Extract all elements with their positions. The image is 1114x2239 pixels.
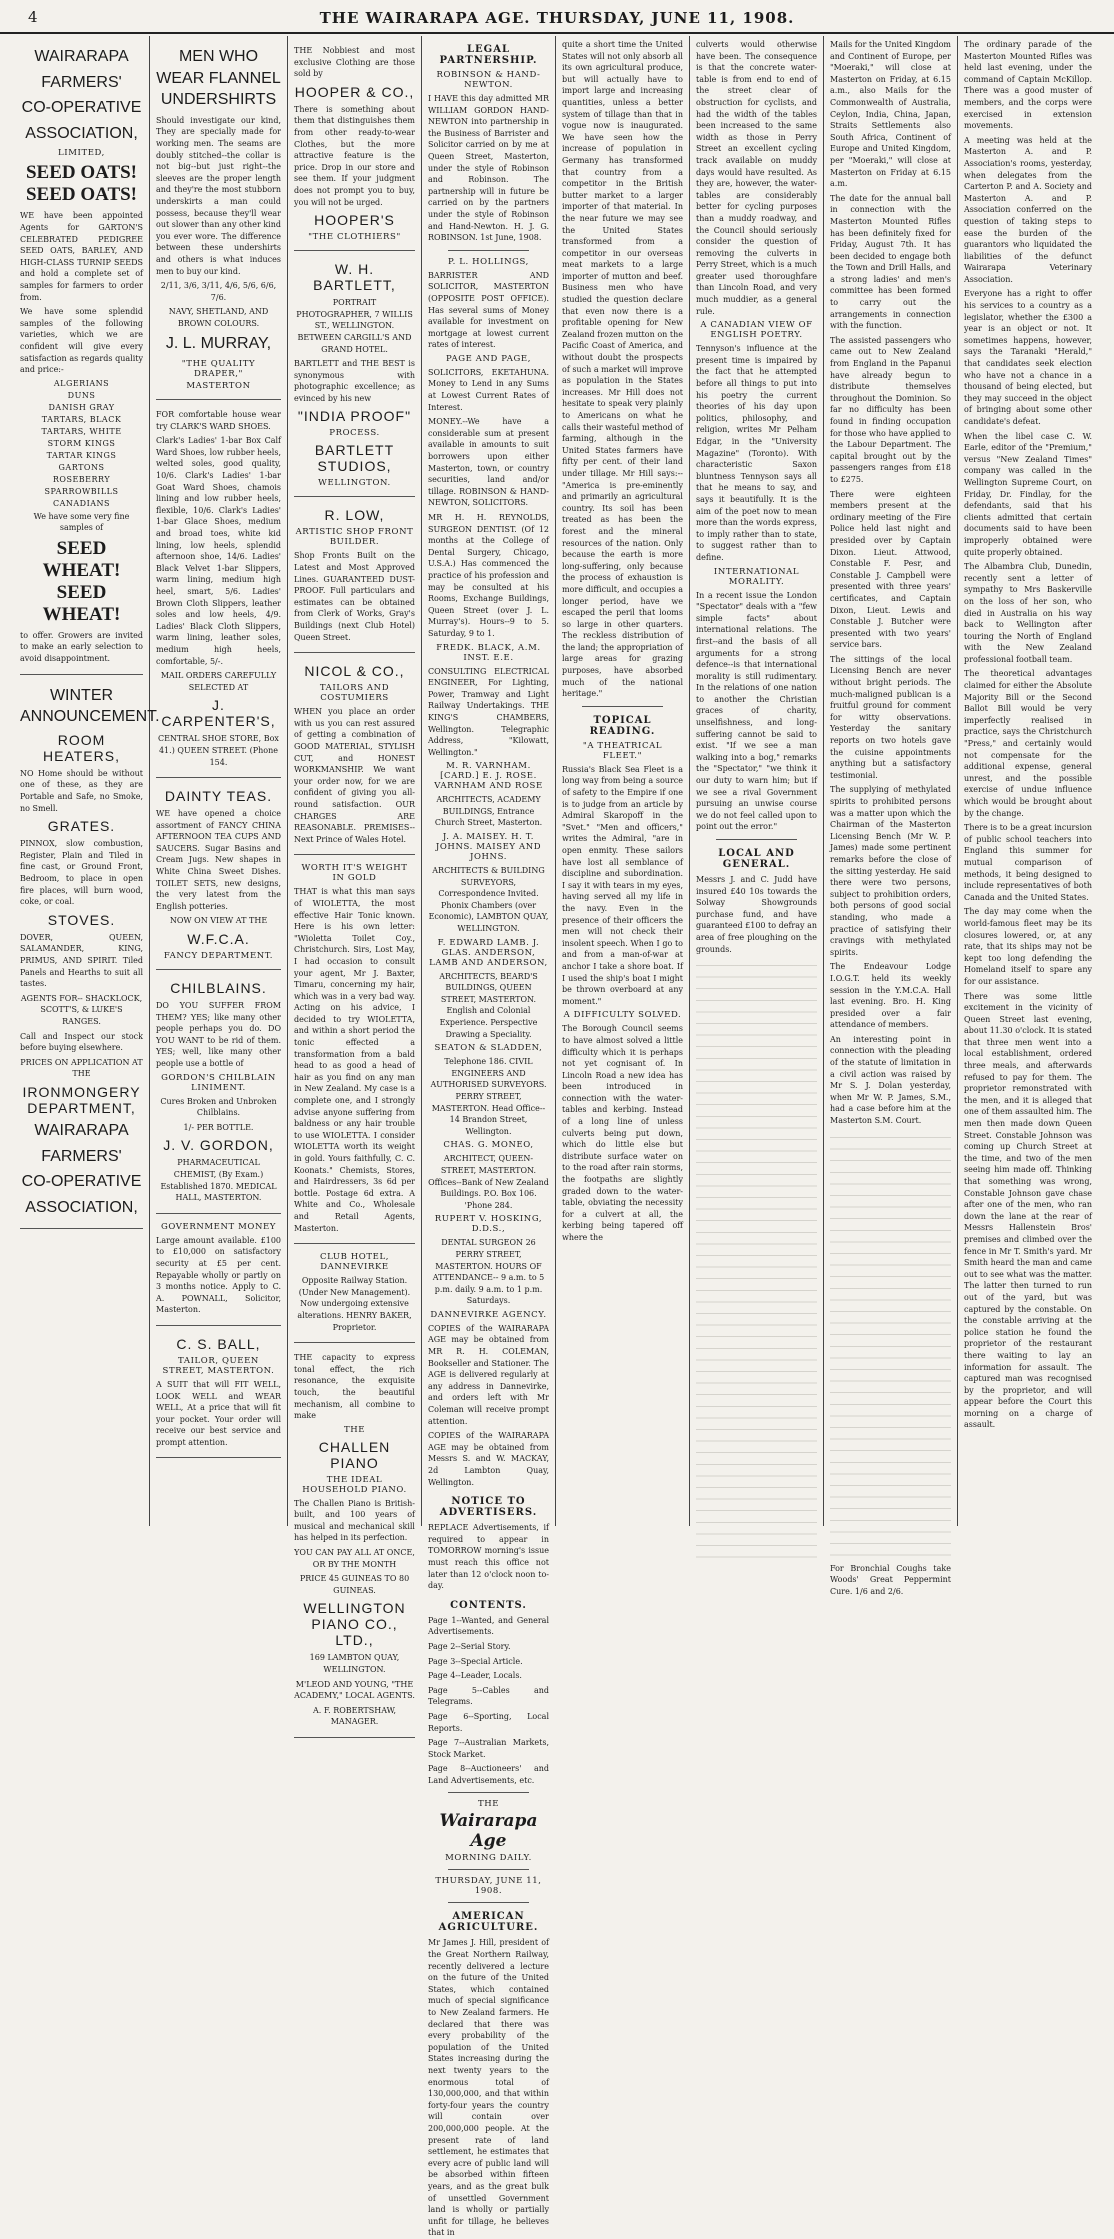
column-4 [422,36,556,2238]
bartlett-heading: W. H. BARTLETT, [313,261,396,294]
contents-item: Page 5--Cables and Telegrams. [428,1685,549,1707]
winter-heading: WINTER ANNOUNCEMENT. [20,686,160,726]
maisey-heading: J. A. MAISEY. H. T. JOHNS. MAISEY AND JOHNS. [435,832,542,863]
varnham-text: ARCHITECTS, ACADEMY BUILDINGS, Entrance Church Street, Masterton. [434,795,543,828]
challen-heading: CHALLEN PIANO [318,1438,391,1471]
robertshaw: A. F. ROBERTSHAW, MANAGER. [312,1705,397,1727]
quality-draper: "THE QUALITY DRAPER," [181,359,256,380]
ward-shoes-text: Clark's Ladies' 1-bar Box Calf Ward Shoes, low rubber heels, welted soles, good quality, 10/6. Clark's Ladies' 1-bar Goat Ward Shoes, chamois lining and low rubber heels, flexible, 10/6. Clark's Ladies' 1-bar Glace Shoes, medium and broad toes, white kid lining, low heels, splendid afternoon shoe, 14/6. Ladies' Black Velvet 1-bar Slippers, warm lining, medium high heel, smart, 5/6. Ladies' Brown Cloth Slippers, leather soles and low heels, 4/9. Ladies' Black Cloth Slippers, warm lining, leather soles, medium high heels, comfortable, 5/-. [156,436,281,666]
variety: GARTONS [58,462,105,472]
challen-ad [294,1343,415,1738]
news-text-block [830,1130,951,1560]
teachers-text: There is to be a great incursion of public school teachers into England this summer for mutual comparison of methods, it being designed to include representatives of both Canada and the United States. [964,823,1092,902]
licensing-text: The sittings of the local Licensing Bench are never without bright periods. The much-maligned publican is a fruitful ground for comment for witty observations. Yesterday the sanitary reports on two hotels gave the cuisine appointments anything but a satisfactory testimonial. [830,654,951,780]
column-6 [690,36,824,1526]
page-number: 4 [28,8,38,26]
carpenter-ad [156,400,281,778]
assoc-line-2: FARMERS' [41,73,122,91]
contents-item: Page 1--Wanted, and General Advertisements. [428,1615,549,1637]
room-text: NO Home should be without one of these, as they are Portable and Safe, no Smoke, no Smell. [20,768,143,813]
flannel-ad [156,36,281,400]
variety: CANADIANS [52,498,110,508]
morning-daily: MORNING DAILY. [445,1853,532,1864]
pay-text: YOU CAN PAY ALL AT ONCE, OR BY THE MONTH [294,1548,415,1569]
assoc-line-4: ASSOCIATION, [25,124,138,142]
jv-gordon-heading: J. V. GORDON, [163,1137,274,1154]
canadian-text: Tennyson's influence at the present time is impaired by the fact that he attempted before all things to put into his poetry the current theories of his day upon politics, philosophy, and religion, writes Mr Pelham Edgar, in the "University Magazine" (Toronto). With characteristic Saxon bluntness Tennyson says all that he means to say, and says it beautifully. It is the aim of the poet now to mean more than the words express, to imply rather than to state, to suggest rather than to define. [696,344,817,562]
chilblains-heading: CHILBLAINS. [170,980,267,997]
grates-heading: GRATES. [47,818,116,835]
chilblains-ad [156,970,281,1214]
nicol-text: WHEN you place an order with us you can rest assured of getting a combination of GOOD MATERIAL, STYLISH CUT, and HONEST WORKMANSHIP. We want your order now, for we are confident of giving you all-round satisfaction. OUR CHARGES ARE REASONABLE. PREMISES--Next Prince of Wales Hotel. [294,707,415,844]
contents-item: Page 2--Serial Story. [428,1641,511,1651]
prices-text: PRICES ON APPLICATION AT THE [20,1057,143,1079]
masthead [0,0,1114,34]
assoc2-line-4: ASSOCIATION, [25,1198,138,1216]
variety: ROSEBERRY [52,474,111,484]
assoc-line-1: WAIRARAPA [34,48,129,65]
lambton: 169 LAMBTON QUAY, WELLINGTON. [309,1653,400,1675]
ballot-text: The theoretical advantages claimed for either the Absolute Majority Bill or the Second Ballot Bill would be very imperfectly realised in practice, says the Christchurch "Press," and certainly would not compensate for the additional expense, general unrest, and the possible exercise of undue influence which would be brought about by the change. [964,669,1092,818]
assoc2-line-2: FARMERS' [41,1147,122,1165]
divider [448,1869,529,1870]
mails-text: Mails for the United Kingdom and Continent of Europe, per "Moeraki," will close at Masterton on Friday, at 6.15 a.m., also Mails for the Commonwealth of Australia, Ceylon, India, China, Japan, Straits Settlements also South Africa, Continent of Europe and United Kingdom, per "Moeraki," will close at Masterton on Friday at 6.15 a.m. [830,40,951,189]
column-2 [150,36,288,1526]
studios-location: WELLINGTON. [318,478,391,489]
hooper-text: There is something about them that distinguishes them from other ready-to-wear Clothes, but the more attractive feature is the price. Drop in our store and see them. If your judgment does not prompt you to buy, you will not be urged. [294,104,415,207]
ball-date-text: The date for the annual ball in connection with the Masterton Mounted Rifles has been definitely fixed for Friday, August 7th. It has been decided to engage both the Town and Drill Halls, and a strong ladies' and men's committee has been formed to carry out the arrangements in connection with the function. [830,193,951,331]
dainty-text: WE have opened a choice assortment of FANCY CHINA AFTERNOON TEA CUPS AND SAUCERS. Sugar Basins and Cream Jugs. New shapes in White China Sweet Dishes. TOILET SETS, new designs, the very latest from the English potteries. [156,809,281,911]
fleet-text: Russia's Black Sea Fleet is a long way from being a source of safety to the Empire if one is to judge from an article by Admiral Skaropoff in the "Svet." "Men and officers," writes the Admiral, "are in open enmity. These sailors have lost all semblance of discipline and subordination. I say it with tears in my eyes, having served all my life in the navy. Even in the presence of their officers the men will not check their insolent speech. When I go to and from a man-of-war at anchor I take a shore boat. If I used the ship's boat I might be thrown overboard at any moment." [562,764,683,1006]
variety: ALGERIANS [53,378,110,388]
ball-heading: C. S. BALL, [176,1335,261,1352]
column-1 [14,36,160,1526]
dainty-teas-ad [156,778,281,970]
cures-text: Cures Broken and Unbroken Chilblains. [160,1096,277,1118]
intl-text: In a recent issue the London "Spectator" deals with a "few simple facts" about international relations. The first--and the basis of all arguments for a strong defence--is that international morality is still rudimentary. In the relations of one nation to another the Christian graces of charity, unselfishness, and long-suffering cannot be said to exist. "If we see a man walking into a bog," remarks the "Spectator," "we think it our duty to warn him; but if we see a rival Government pursuing an unwise course we do not feel called upon to point out the error." [696,590,817,832]
meeting-text: A meeting was held at the Masterton A. and P. Association's rooms, yesterday, when delegates from the Carterton P. and A. Society and Masterton A. and P. Association conferred on the question of taking steps to ease the burden of the guarantors who liquidated the liabilities of the defunct Wairarapa Veterinary Association. [964,135,1092,284]
club-heading: CLUB HOTEL, DANNEVIRKE [320,1252,389,1273]
moneo-text: ARCHITECT, QUEEN-STREET, MASTERTON. Offices--Bank of New Zealand Buildings. P.O. Box 106. 'Phone 284. [428,1154,549,1210]
local-text: Messrs J. and C. Judd have insured £40 10s towards the Solway Showgrounds purchase fund, and have guaranteed £100 to defray an area of free ploughing on the grounds. [696,875,818,954]
notice-heading: NOTICE TO ADVERTISERS. [439,1496,538,1519]
wpc-heading: WELLINGTON PIANO CO., LTD., [303,1600,406,1649]
agri-text-cont: quite a short time the United States will not only absorb all its own agricultural produce, but will actually have to import large and increasing quantities, unless a better system of tillage than that in vogue now is inaugurated. We have seen how the increase of population in Germany has transformed that country from a competitor in the British butter market to a larger importer of that material. In the near future we may see the United States transformed from a competitor in our overseas meat markets to a large importer of mutton and beef. Business men who have studied the question declare that even now there is a profitable opening for New Zealand frozen mutton on the Pacific Coast of America, and without doubt the prospects of such a market will improve as population in the States increases. Mr Hill does not hesitate to speak very plainly to Americans on what he calls their wasteful method of farming, although in the United States farmers have fifty per cent. of their land under tillage. Mr Hill says:--"America is pre-eminently and primarily an agricultural country. Its soil has been treated as has been the forest and the mineral resources of the nation. Only because the earth is more long-suffering, only because the process of exhaustion is more difficult, and occupies a longer period, have we escaped the peril that looms so large in other quarters. The reckless distribution of the land; the appropriation of large areas for grazing purposes, have absorbed much of the national heritage." [562,40,683,699]
club-hotel-ad [294,1244,415,1343]
black-text: CONSULTING ELECTRICAL ENGINEER, For Lighting, Power, Tramway and Light Railway Undertakings. THE KING'S CHAMBERS, Wellington. Telegraphic Address, "Kilowatt, Wellington." [428,666,549,757]
farmers-assoc-ad [20,36,143,675]
bartlett-text: BARTLETT and THE BEST is synonymous with photographic excellence; as evinced by his new [294,359,415,403]
local-heading: LOCAL AND GENERAL. [718,848,795,870]
legal-heading: LEGAL PARTNERSHIP. [439,44,538,66]
assoc2-line-1: WAIRARAPA [34,1121,129,1139]
central-shoe-store: CENTRAL SHOE STORE, Box 41.) QUEEN STREET. (Phone 154. [158,734,279,767]
ideal-text: The Challen Piano is British-built, and 100 years of musical and mechanical skill has helped in its perfection. [294,1498,415,1543]
canadian-heading: A CANADIAN VIEW OF ENGLISH POETRY. [700,320,813,341]
agents-text: AGENTS FOR-- SHACKLOCK, SCOTT'S, & LUKE'S RANGES. [20,993,143,1026]
intl-heading: INTERNATIONAL MORALITY. [713,566,800,587]
studios-heading: BARTLETT STUDIOS, [314,442,395,475]
topical-heading: TOPICAL READING. [589,714,656,737]
column-8 [958,36,1098,1526]
fleet-day-text: The day may come when the world-famous fleet may be its closures lowered, or, at any rate, that its ships may not be kept too long defending the Homeland itself to spare any for our assistance. [964,907,1092,986]
culverts-text: culverts would otherwise have been. The consequence is that the concrete water-table is from end to end of the street clear of obstruction for cyclists, and had the width of the tables been increased to the same width as those in Perry Street an excellent cycling track available on muddy days would have resulted. As they are, however, the water-tables are considerably better for cycling purposes than a muddy roadway, and the Council should seriously consider the question of removing the culverts in Perry Street, which is a much greater used thoroughfare than Lincoln Road, and very much muddier, as a general rule. [696,40,817,316]
oats-text: WE have been appointed Agents for GARTON'S CELEBRATED PEDIGREE SEED OATS, BARLEY, AND HIGH-CLASS TURNIP SEEDS and hold a complete set of samples for farmers to order from. [20,211,143,302]
flannel-colours: NAVY, SHETLAND, AND BROWN COLOURS. [168,307,269,328]
nicol-heading: NICOL & CO., [304,663,405,680]
now-on-view: NOW ON VIEW AT THE [169,916,268,926]
contents-item: Page 3--Special Article. [428,1656,523,1666]
lamb-heading: F. EDWARD LAMB. J. GLAS. ANDERSON, LAMB AND ANDERSON, [429,937,548,968]
variety: STORM KINGS [47,438,116,448]
mail-orders: MAIL ORDERS CAREFULLY SELECTED AT [160,671,277,692]
ball-text: A SUIT that will FIT WELL, LOOK WELL and WEAR WELL, At a price that will fit your pocket. Your order will receive our best service and prompt attention. [156,1379,281,1447]
agri-heading: AMERICAN AGRICULTURE. [438,1911,539,1934]
process: PROCESS. [329,428,380,439]
page-text: SOLICITORS, EKETAHUNA. Money to Lend in any Sums at Lowest Current Rates of Interest. [428,367,549,412]
seed-oats-heading: SEED OATS! SEED OATS! [25,162,138,206]
contents-item: Page 4--Leader, Locals. [428,1671,522,1681]
chemist-text: PHARMACEUTICAL CHEMIST, (By Exam.) Established 1870. MEDICAL HALL, MASTERTON. [160,1158,277,1203]
ward-shoes-head: FOR comfortable house wear try CLARK'S WARD SHOES. [156,410,281,431]
nicol-ad [294,653,415,855]
challen-text: THE capacity to express tonal effect, the rich resonance, the exquisite touch, the beautiful mechanism, all combine to make [294,1353,415,1421]
govt-money-ad [156,1214,281,1326]
ironmongery-heading: IRONMONGERY DEPARTMENT, [22,1083,141,1116]
legal-text: I HAVE this day admitted MR WILLIAM GORDON HAND-NEWTON into partnership in the Business of Barrister and Solicitor carried on by me at Queen Street, Masterton, under the style of Robinson and Robinson. The partnership will in future be carried on by the partners under the style of Robinson and Hand-Newton. H. J. G. ROBINSON. 1st June, 1908. [428,94,549,243]
grates-text: PINNOX, slow combustion, Register, Plain and Tiled in fine cast, or Ground Front, Bedroom, to place in open fire places, will burn wood, coke, or coal. [20,839,143,907]
oat-varieties [20,379,143,508]
black-heading: FREDK. BLACK, A.M. INST. E.E. [436,642,541,663]
gordon-liniment: GORDON'S CHILBLAIN LINIMENT. [161,1072,276,1093]
column-7 [824,36,958,1596]
bartlett-ad [294,251,415,497]
murray-location: MASTERTON [186,381,251,392]
guineas: PRICE 45 GUINEAS TO 80 GUINEAS. [299,1574,410,1595]
variety: TARTAR KINGS [46,450,117,460]
club-text: Opposite Railway Station. (Under New Management). Now undergoing extensive alterations. HENRY BAKER, Proprietor. [297,1276,412,1332]
stoves-heading: STOVES. [47,911,116,928]
lodge-text: The Endeavour Lodge I.O.G.T. held its weekly session in the Y.M.C.A. Hall last evening. Bro. H. King presided over a fair attendance of members. [830,962,951,1030]
contents-item: Page 6--Sporting, Local Reports. [428,1711,549,1733]
agri-text: Mr James J. Hill, president of the Great Northern Railway, recently delivered a lecture on the future of the United States, which contained much of special significance to New Zealand farmers. He declared that there was every probability of the population of the United States increasing during the next twenty years to the enormous total of 130,000,000, and that within forty-four years the country will contain over 200,000,000 people. At the present rate of land settlement, he estimates that every acre of public land will be absorbed within fifteen years, and as the great bulk of unsettled Government land is wholly or partially unfit for tillage, he believes that in [428,1938,549,2238]
fire-police-text: There were eighteen members present at the ordinary meeting of the Fire Police held last night and presided over by Captain Dixon. Lieut. Attwood, Constable F. Pesr, and Constable J. Campbell were presented with three years' certificates, and Captain Dixon, Lieut. Lewis and Constable J. Butcher were presented with two years' service bars. [830,489,951,650]
difficulty-heading: A DIFFICULTY SOLVED. [563,1010,682,1021]
flannel-prices: 2/11, 3/6, 3/11, 4/6, 5/6, 6/6, 7/6. [160,281,277,302]
divider [716,839,797,840]
spirits-text: The supplying of methylated spirits to prohibited persons was a matter upon which the Chairman of the Masterton Licensing Bench (Mr W. P. James) made some pertinent remarks before the close of the sitting yesterday. He said there were two persons, subject to prohibition orders, both persons of good social standing, who made a practice of satisfying their cravings with methylated spirits. [830,785,951,957]
page-heading: PAGE AND PAGE, [445,353,532,364]
challen-the: THE [343,1424,366,1435]
limited: LIMITED, [58,148,105,159]
oats-text-2: We have some splendid samples of the following varieties, which we are confident will give every satisfaction as regards quality and price:- [20,307,143,375]
worth-text: THAT is what this man says of WIOLETTA, the most effective Hair Tonic known. Here is his own letter: "Wioletta Toilet Coy., Christchurch. Sirs, Lost May, I had occasion to consult your agent, Mr J. Baxter, Timaru, concerning my hair, which was in a very bad way. Acting on his advice, I decided to try WIOLETTA, and within a short period the tonic effected a transformation from a bald head to as good a head of hair as you find on any man in New Zealand. My case is a complete one, and I strongly advise anyone suffering from baldness or any hair trouble to use WIOLETTA. I consider WIOLETTA worth its weight in gold. Yours faithfully, C. C. Koonats." Chemists, Stores, and Hairdressers, 3s 6d per bottle. Postage 6d extra. A White and Co., Wholesale and Retail Agents, Masterton. [294,887,415,1233]
per-bottle: 1/- PER BOTTLE. [183,1122,254,1132]
club-sympathy-text: The Albambra Club, Dunedin, recently sent a letter of sympathy to Mrs Baskerville on the loss of her son, who died in Australia on his way back to Wellington after touring the North of England with the New Zealand professional football team. [964,562,1092,664]
low-heading: R. LOW, [324,507,385,524]
flannel-text: Should investigate our kind, They are specially made for working men. The seams are doubly stitched--the collar is not big--but just right--the sleeves are the proper length and they're the most stubborn underskirts a man could possess, because they'll wear out slower than any other kind you ever wore. The difference between these undershirts and others is what induces men to buy our kind. [156,115,281,276]
leader-date: THURSDAY, JUNE 11, 1908. [435,1876,542,1897]
coughs-text: For Bronchial Coughs take Woods' Great Peppermint Cure. 1/6 and 2/6. [830,1563,951,1596]
moneo-heading: CHAS. G. MONEO, [443,1140,534,1151]
varnham-heading: M. R. VARNHAM. [CARD.] E. J. ROSE. VARNHAM AND ROSE [434,761,543,792]
room-heaters-heading: ROOM HEATERS, [43,731,120,764]
newspaper-title: THE WAIRARAPA AGE. THURSDAY, JUNE 11, 1908. [319,9,795,27]
worth-heading: WORTH IT'S WEIGHT IN GOLD [301,863,408,884]
contents-item: Page 8--Auctioneers' and Land Advertisements, etc. [428,1764,549,1785]
winter-ad [20,675,160,1230]
hosking-heading: RUPERT V. HOSKING, D.D.S., [434,1214,543,1235]
mleod: M'LEOD AND YOUNG, "THE ACADEMY," LOCAL AGENTS. [294,1679,415,1701]
variety: TARTARS, BLACK [41,414,122,424]
notice-text: REPLACE Advertisements, if required to appear in TOMORROW morning's issue must reach this office not later than 12 o'clock noon to-day. [428,1523,549,1591]
clothiers: "THE CLOTHIERS" [308,232,401,243]
wioletta-ad [294,855,415,1244]
divider [448,1902,529,1903]
nobbiest-text: THE Nobbiest and most exclusive Clothing are those sold by [294,46,415,79]
govt-heading: GOVERNMENT MONEY [160,1221,277,1232]
passengers-text: The assisted passengers who came out to New Zealand from England in the Papanui have already begun to distribute themselves throughout the Dominion. So far no difficulty has been found in finding occupation for those who have applied to the Labour Department. The capital brought out by the passengers ranges from £18 to £275. [830,335,951,484]
fleet-heading: "A THEATRICAL FLEET." [582,740,663,761]
wfca-heading: W.F.C.A. [187,931,250,948]
hoopers-heading: HOOPER'S [314,212,395,229]
difficulty-text: The Borough Council seems to have almost solved a little difficulty which it is perhaps not yet cognisant of. In Lincoln Road a new idea has been introduced in connection with the water-tables and kerbing. Instead of a long line of unless culverts being put down, which do little else but distribute surface water on to the road after rain storms, the footpaths are slightly graded down to the water-table, obviating the necessity for a culvert at all, the kerbing being tapered off where the [562,1024,683,1242]
contents-item: Page 7--Australian Markets, Stock Market. [428,1738,549,1759]
hollings-text: BARRISTER AND SOLICITOR, MASTERTON (OPPOSITE POST OFFICE). Has several sums of Money available for investment on mortgage at lowest current rates of interest. [428,270,549,350]
lamb-text: ARCHITECTS, BEARD'S BUILDINGS, QUEEN STREET, MASTERTON. English and Colonial Experience. Perspective Drawing a Speciality. [439,971,538,1039]
seed-wheat-heading: SEED WHEAT! SEED WHEAT! [42,537,121,625]
dainty-heading: DAINTY TEAS. [164,788,273,805]
dannevirke-heading: DANNEVIRKE AGENCY. [430,1309,547,1320]
ball-sub: TAILOR, QUEEN STREET, MASTERTON. [162,1355,275,1376]
legal-sub: ROBINSON & HAND-NEWTON. [436,70,541,90]
maisey-text: ARCHITECTS & BUILDING SURVEYORS, Correspondence Invited. Phonix Chambers (over Economic), LAMBTON QUAY, WELLINGTON. [428,866,549,934]
hosking-text: DENTAL SURGEON 26 PERRY STREET, MASTERTON. HOURS OF ATTENDANCE-- 9 a.m. to 5 p.m. daily. 9 a.m. to 1 p.m. Saturdays. [432,1238,545,1306]
stoves-text: DOVER, QUEEN, SALAMANDER, KING, PRIMUS, AND SPIRIT. Tiled Panels and Hearths to suit all tastes. [20,932,143,989]
legislator-text: Everyone has a right to offer his services to a country as a legislator, whether the £300 a year is an object or not. It sometimes happens, however, says the Taranaki "Herald," that candidates seek election who have not a chance in a thousand of being elected, but they may succeed in the object of bringing about some other candidate's defeat. [964,289,1092,426]
carpenter-heading: J. CARPENTER'S, [161,697,276,730]
murray-heading: J. L. MURRAY, [165,335,272,353]
libel-text: When the libel case C. W. Earle, editor of the "Premium," versus "New Zealand Times" company was called in the Wellington Supreme Court, on Friday, Dr. Findlay, for the defendants, said that his clients admitted that certain documents said to have been improperly obtained were quite properly obtained. [964,431,1092,557]
assoc-line-3: CO-OPERATIVE [21,99,142,117]
variety: SPARROWBILLS [44,486,119,496]
nicol-sub: TAILORS AND COSTUMIERS [319,683,390,704]
seaton-text: Telephone 186. CIVIL ENGINEERS AND AUTHORISED SURVEYORS. PERRY STREET, MASTERTON. Head Office-- 14 Brandon Street, Wellington. [430,1057,547,1136]
variety: TARTARS, WHITE [41,426,122,436]
assoc2-line-3: CO-OPERATIVE [21,1173,142,1191]
call-text: Call and Inspect our stock before buying elsewhere. [20,1031,143,1053]
column-3 [288,36,422,1727]
wheat-intro: We have some very fine samples of [33,511,130,533]
parade-text: The ordinary parade of the Masterton Mounted Rifles was held last evening, under the command of Captain McKillop. There was a good muster of members, and the corps were exercised in extension movements. [964,40,1092,131]
column-5 [556,36,690,1526]
portrait-text: PORTRAIT PHOTOGRAPHER, 7 WILLIS ST., WELLINGTON. BETWEEN CARGILL'S AND GRAND HOTEL. [296,298,413,354]
low-text: Shop Fronts Built on the Latest and Most Approved Lines. GUARANTEED DUST-PROOF. Full particulars and estimates can be obtained from Clerk of Works, Gray's Buildings (next Club Hotel) Queen Street. [294,551,415,642]
chilblains-text: DO YOU SUFFER FROM THEM? YES; like many other people perhaps you do. DO YOU WANT to be rid of them. YES; well, like many other people use a bottle of [156,1001,281,1068]
paper-nameplate: Wairarapa Age [439,1811,538,1852]
hollings-heading: P. L. HOLLINGS, [448,256,529,267]
dannevirke-text: COPIES of the WAIRARAPA AGE may be obtained from MR R. H. COLEMAN, Bookseller and Stationer. The AGE is delivered regularly at any address in Dannevirke, and orders left with Mr Coleman will receive prompt attention. [428,1323,549,1426]
divider [448,1792,529,1793]
money-text: MONEY.--We have a considerable sum at present available in amounts to suit borrowers upon either Masterton, town, or country securities, land and/or tillage. ROBINSON & HAND-NEWTON, SOLICITORS. [428,417,549,508]
masthead-the: THE [477,1799,500,1810]
variety: DANISH GRAY [48,402,115,412]
limitation-text: An interesting point in connection with the pleading of the statute of limitation in a civil action was raised by Mr S. J. Dolan yesterday, when Mr W. P. James, S.M., had a case before him at the Masterton S.M. Court. [830,1034,951,1126]
divider [448,250,529,251]
hooper-heading: HOOPER & CO., [294,83,415,100]
ball-ad [156,1326,281,1459]
low-sub: ARTISTIC SHOP FRONT BUILDER. [295,527,414,548]
fancy-dept: FANCY DEPARTMENT. [163,951,274,962]
ideal-heading: THE IDEAL HOUSEHOLD PIANO. [302,1474,407,1495]
variety: DUNS [67,390,96,400]
contents-heading: CONTENTS. [450,1599,527,1611]
govt-text: Large amount available. £100 to £10,000 on satisfactory security at £5 per cent. Repayable wholly or partly on 3 months notice. Apply to C. A. POWNALL, Solicitor, Masterton. [156,1235,281,1315]
reynolds-text: MR H. H. REYNOLDS, SURGEON DENTIST. (Of 12 months at the College of Dental Surgery, Chicago, U.S.A.) Has commenced the practice of his profession and may be consulted at his Rooms, Exchange Buildings, Queen Street (over J. L. Murray's). Hours--9 to 5. Saturday, 9 to 1. [428,513,549,638]
wheat-text: to offer. Growers are invited to make an early selection to avoid disappointment. [20,630,143,664]
seaton-heading: SEATON & SLADDEN, [434,1043,543,1054]
news-text-block [696,958,817,1558]
low-ad [294,497,415,653]
india-proof: "INDIA PROOF" [297,408,412,425]
hooper-ad [294,36,415,251]
copies-text: COPIES of the WAIRARAPA AGE may be obtained from Messrs S. and W. MACKAY, 2d Lambton Quay, Wellington. [428,1431,549,1487]
flannel-heading: MEN WHO WEAR FLANNEL UNDERSHIRTS [156,48,281,109]
excitement-text: There was some little excitement in the vicinity of Queen Street last evening, about 11.30 o'clock. It is stated that three men went into a local establishment, ordered three meals, and afterwards refused to pay for them. The proprietor remonstrated with the men, and it is alleged that one of them assaulted him. The men then made down Queen Street. Constable Johnson was coming up Church Street at the time, and two of the men seeing him made off. Thinking that something was wrong, Constable Johnson gave chase after one of the men, who ran down the lane at the rear of Messrs Hallenstein Bros' premises and climbed over the fence in Mr T. Smith's yard. Mr Smith heard the man and came out to see what was the matter. The latter then turned to run out of the yard, but was captured by the constable. On the constable arriving at the police station he found the proprietor of the restaurant there waiting to lay an information for assault. The captured man was recognised by the proprietor, and will appear before the Court this morning on a charge of assault. [964,991,1092,1430]
divider [582,706,663,707]
